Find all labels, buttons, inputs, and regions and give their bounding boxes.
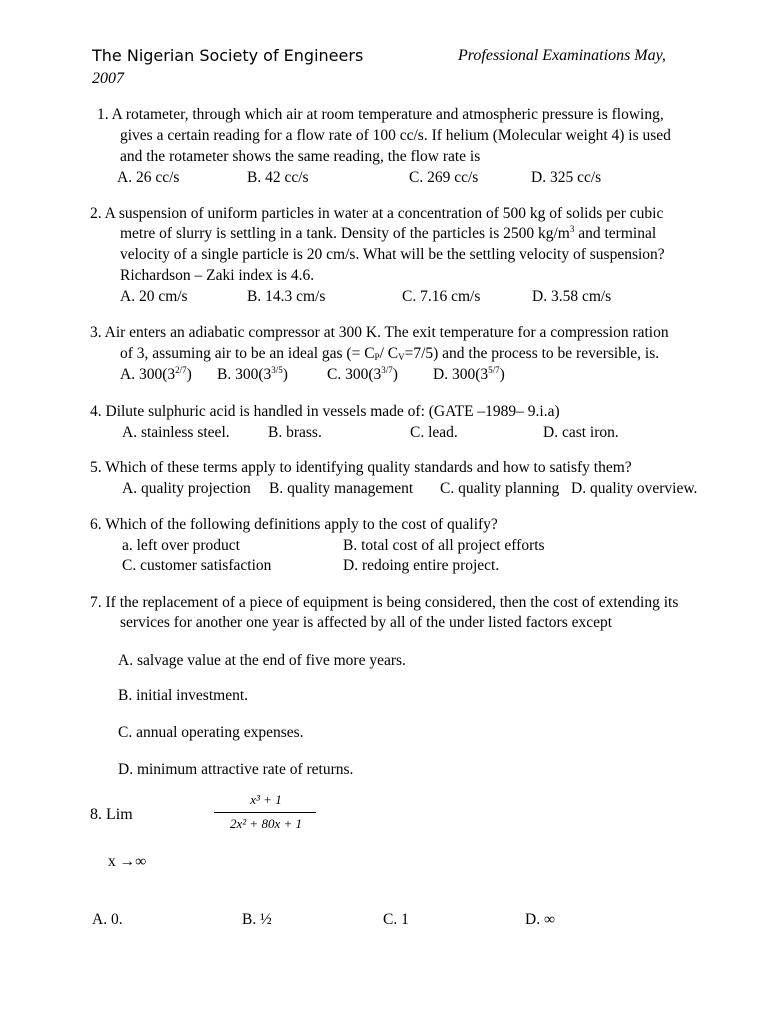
- q8-option-c: C. 1: [383, 911, 409, 928]
- q5-option-c: C. quality planning: [440, 480, 560, 497]
- header-exam: Professional Examinations May,: [458, 47, 666, 64]
- q5-option-a: A. quality projection: [122, 480, 251, 497]
- q4-option-c: C. lead.: [410, 424, 458, 441]
- q5-option-d: D. quality overview.: [571, 480, 698, 497]
- q8-label: 8. Lim: [90, 806, 133, 823]
- q2-line1: 2. A suspension of uniform particles in water at a concentration of 500 kg of solids per cubic: [90, 205, 664, 222]
- q8-option-a: A. 0.: [92, 911, 123, 928]
- q1-option-b: B. 42 cc/s: [247, 169, 309, 186]
- q8-numerator: x³ + 1: [250, 792, 282, 807]
- q7-option-d: D. minimum attractive rate of returns.: [118, 761, 354, 778]
- q8-option-d: D. ∞: [525, 911, 555, 928]
- q1-option-a: A. 26 cc/s: [117, 169, 180, 186]
- q4-line1: 4. Dilute sulphuric acid is handled in vessels made of: (GATE –1989– 9.i.a): [90, 403, 560, 420]
- q2-option-c: C. 7.16 cm/s: [402, 288, 481, 305]
- q1-option-d: D. 325 cc/s: [531, 169, 602, 186]
- header-org: The Nigerian Society of Engineers: [92, 46, 364, 65]
- q8-option-b: B. ½: [242, 911, 272, 928]
- q1-option-c: C. 269 cc/s: [409, 169, 479, 186]
- q6-option-c: C. customer satisfaction: [122, 557, 272, 574]
- q7-option-b: B. initial investment.: [118, 687, 249, 704]
- q8-denominator: 2x² + 80x + 1: [230, 816, 302, 831]
- q3-option-d: D. $300(3^{5/7})$: [433, 365, 505, 383]
- q8-limit: x →∞: [108, 853, 147, 870]
- q5-option-b: B. quality management: [269, 480, 414, 497]
- q2-option-a: A. 20 cm/s: [120, 288, 188, 305]
- q8-fraction-bar: [214, 812, 316, 813]
- q4-option-d: D. cast iron.: [543, 424, 619, 441]
- q3-option-a: A. $300(3^{2/7})$: [120, 365, 192, 383]
- q6-option-b: B. total cost of all project efforts: [343, 537, 545, 554]
- q6-option-d: D. redoing entire project.: [343, 557, 500, 574]
- q7-line2: services for another one year is affected by all of the under listed factors except: [120, 614, 613, 631]
- header-year: 2007: [92, 70, 124, 87]
- q1-line2: gives a certain reading for a flow rate of 100 cc/s. If helium (Molecular weight 4) is used: [120, 127, 671, 144]
- q2-line2: metre of slurry is settling in a tank. Density of the particles is 2500 $kg/m^3$ and terminal: [120, 224, 657, 242]
- q4-option-b: B. brass.: [268, 424, 322, 441]
- q2-line3: velocity of a single particle is 20 cm/s. What will be the settling velocity of suspension?: [120, 246, 665, 263]
- q4-option-a: A. stainless steel.: [122, 424, 230, 441]
- q2-option-b: B. 14.3 cm/s: [247, 288, 326, 305]
- q1-line3: and the rotameter shows the same reading, the flow rate is: [120, 148, 481, 165]
- q3-option-b: B. $300(3^{3/5})$: [217, 365, 288, 383]
- q7-option-c: C. annual operating expenses.: [118, 724, 304, 741]
- q5-line1: 5. Which of these terms apply to identifying quality standards and how to satisfy them?: [90, 459, 632, 476]
- q7-line1: 7. If the replacement of a piece of equipment is being considered, then the cost of extending its: [90, 594, 679, 611]
- q3-line1: 3. Air enters an adiabatic compressor at 300 K. The exit temperature for a compression ration: [90, 324, 669, 341]
- q3-option-c: C. $300(3^{3/7})$: [327, 365, 398, 383]
- q2-line4: Richardson – Zaki index is 4.6.: [120, 267, 315, 284]
- q3-line2: of 3, assuming air to be an ideal gas (= $C_P/$ $C_V=7/5$) and the process to be reversible, is.: [120, 345, 660, 362]
- q2-option-d: D. 3.58 cm/s: [532, 288, 612, 305]
- q6-line1: 6. Which of the following definitions apply to the cost of qualify?: [90, 516, 498, 533]
- q6-option-a: a. left over product: [122, 537, 240, 554]
- q7-option-a: A. salvage value at the end of five more years.: [118, 652, 406, 669]
- q1-line1: 1. A rotameter, through which air at room temperature and atmospheric pressure is flowing,: [97, 106, 664, 123]
